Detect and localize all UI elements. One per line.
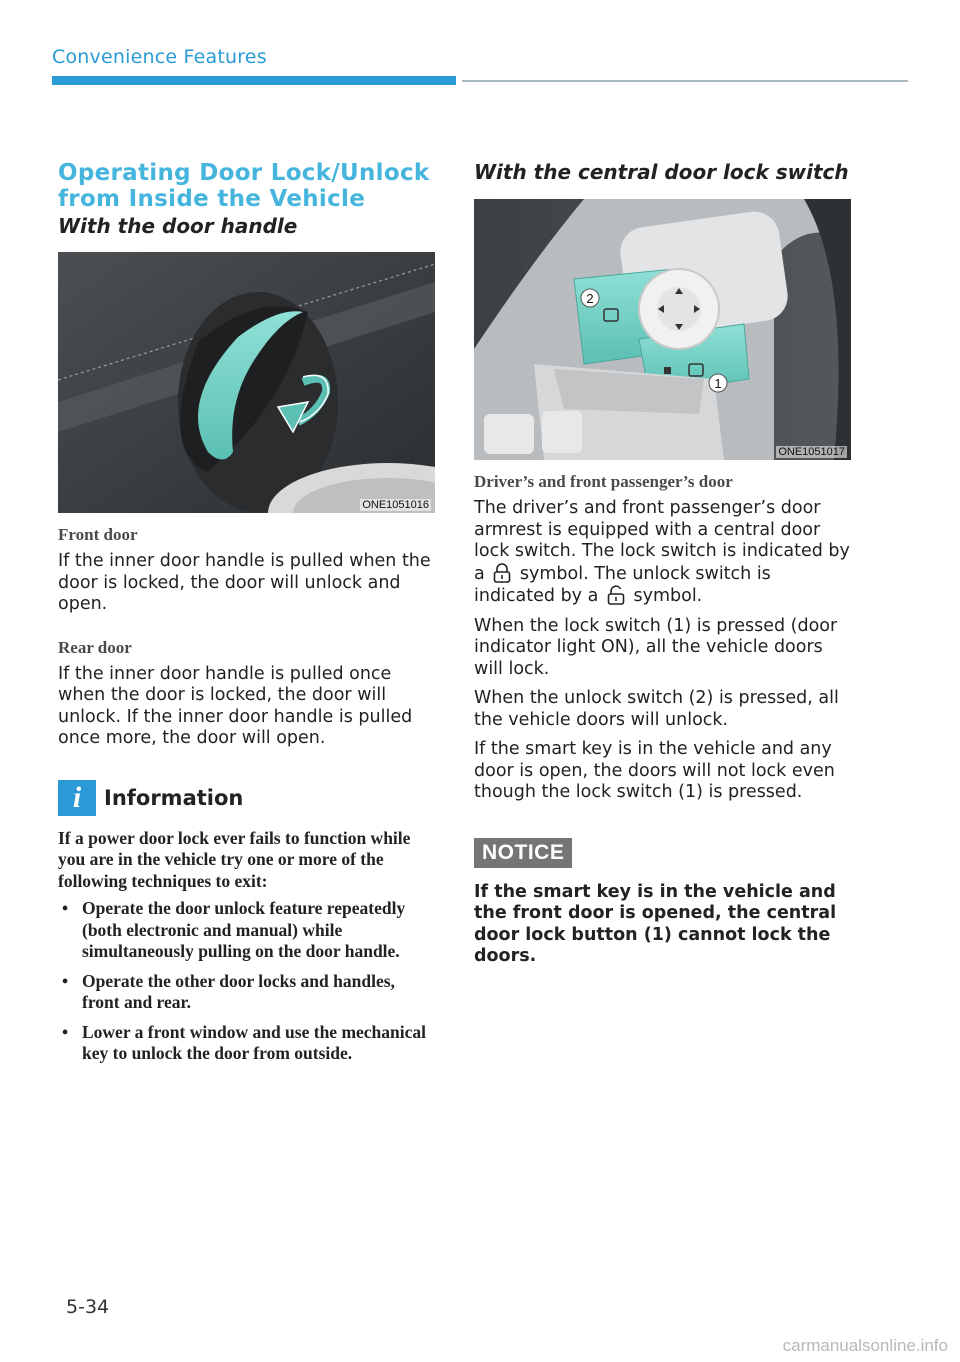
left-subtitle: With the door handle xyxy=(58,214,298,238)
lock-icon xyxy=(492,563,512,583)
header-rule xyxy=(462,80,908,82)
right-column xyxy=(474,160,852,968)
smart-key-paragraph: If the smart key is in the vehicle and any door is open, the doors will not lock even though the lock switch (1) is pressed. xyxy=(474,739,835,802)
information-header xyxy=(58,780,436,816)
figure-code: ONE1051017 xyxy=(778,446,845,458)
watermark: carmanualsonline.info xyxy=(782,1336,948,1355)
door-handle-figure xyxy=(58,252,435,513)
information-label: Information xyxy=(104,785,244,810)
text-fragment: symbol. The unlock switch is indicated by a xyxy=(474,563,771,606)
front-door-heading: Front door xyxy=(58,525,138,544)
notice-badge: NOTICE xyxy=(474,838,572,868)
page-number: 5-34 xyxy=(66,1296,110,1318)
section-title: Convenience Features xyxy=(52,46,267,68)
list-item: • Lower a front window and use the mechanical key to unlock the door from outside. xyxy=(58,1022,436,1065)
left-column xyxy=(58,160,436,1073)
central-lock-illustration xyxy=(474,199,851,460)
info-icon: i xyxy=(58,780,96,816)
unlock-icon xyxy=(606,585,626,605)
right-subtitle: With the central door lock switch xyxy=(474,160,849,184)
unlock-press-paragraph: When the unlock switch (2) is pressed, all the vehicle doors will unlock. xyxy=(474,688,839,730)
lock-press-paragraph: When the lock switch (1) is pressed (door indicator light ON), all the vehicle doors will lock. xyxy=(474,615,838,679)
callout-2: 2 xyxy=(586,291,594,306)
text-fragment: The driver’s and front passenger’s door armrest is equipped with a central door lock switch. The lock switch is indicated by a xyxy=(474,498,850,584)
page-title: Operating Door Lock/Unlock from Inside the Vehicle xyxy=(58,160,430,212)
callout-1: 1 xyxy=(714,376,722,391)
lock-switch-paragraph xyxy=(474,498,852,608)
header-rule-accent xyxy=(52,76,456,85)
information-text: If a power door lock ever fails to function while you are in the vehicle try one or more of the following techniques to exit: xyxy=(58,827,411,891)
rear-door-heading: Rear door xyxy=(58,637,132,657)
text-fragment: symbol. xyxy=(633,586,703,606)
front-door-text: If the inner door handle is pulled when the door is locked, the door will unlock and open. xyxy=(58,551,431,614)
central-lock-figure xyxy=(474,199,851,460)
list-item: • Operate the other door locks and handles, front and rear. xyxy=(58,971,436,1014)
list-item: • Operate the door unlock feature repeatedly (both electronic and manual) while simultaneously pulling on the door handle. xyxy=(58,898,436,963)
drivers-door-heading: Driver’s and front passenger’s door xyxy=(474,472,733,491)
information-bullets xyxy=(58,898,436,1065)
notice-text: If the smart key is in the vehicle and the front door is opened, the central door lock button (1) cannot lock the doors. xyxy=(474,881,837,966)
figure-code: ONE1051016 xyxy=(362,499,429,511)
rear-door-text: If the inner door handle is pulled once when the door is locked, the door will unlock. If the inner door handle is pulled once more, the door will open. xyxy=(58,663,413,748)
door-handle-illustration xyxy=(58,252,435,513)
